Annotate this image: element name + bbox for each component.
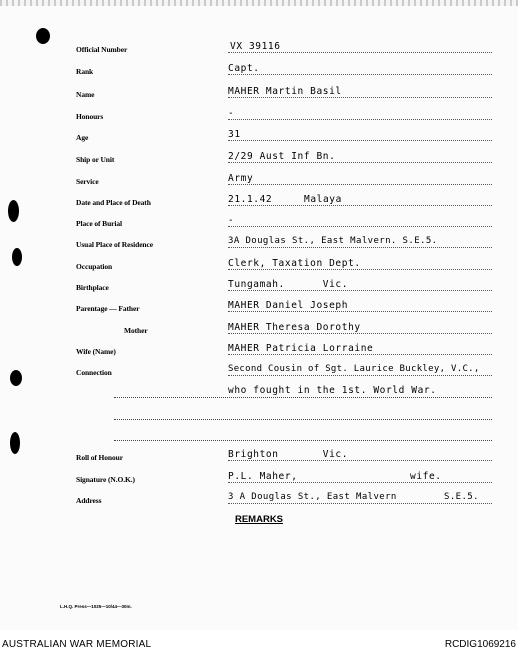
field-age: [76, 128, 492, 142]
record-id: RCDIG1069216: [444, 639, 516, 650]
field-value: MAHER Theresa Dorothy: [228, 322, 492, 334]
field-value: Brighton Vic.: [228, 449, 492, 461]
remarks-heading: REMARKS: [234, 514, 284, 525]
field-value: Army: [228, 173, 492, 185]
field-value: MAHER Patricia Lorraine: [228, 343, 492, 355]
field-label: Name: [76, 90, 95, 99]
field-official-number: [76, 40, 492, 54]
field-label: Occupation: [76, 262, 113, 271]
punch-hole-3: [10, 370, 22, 386]
field-name: [76, 85, 492, 99]
field-label: Service: [76, 177, 99, 186]
field-usual-residence: [76, 235, 492, 249]
field-value: 3A Douglas St., East Malvern. S.E.5.: [228, 236, 492, 248]
field-value-2: S.E.5.: [444, 492, 479, 502]
field-label: Ship or Unit: [76, 155, 115, 164]
field-service: [76, 172, 492, 186]
field-value: MAHER Daniel Joseph: [228, 300, 492, 312]
connection-line-text: who fought in the 1st. World War.: [228, 385, 437, 396]
field-value: P.L. Maher, wife.: [228, 471, 492, 483]
scan-edge: [0, 0, 518, 6]
field-label: Roll of Honour: [76, 453, 123, 462]
field-label: Official Number: [76, 45, 128, 54]
field-honours: [76, 107, 492, 121]
field-label: Signature (N.O.K.): [76, 475, 135, 484]
field-label: Honours: [76, 112, 104, 121]
punch-hole-4: [10, 432, 20, 454]
field-label: Place of Burial: [76, 219, 122, 228]
institution-name: AUSTRALIAN WAR MEMORIAL: [2, 639, 152, 650]
field-label: Usual Place of Residence: [76, 240, 153, 249]
field-signature: [76, 470, 492, 484]
punch-hole-2: [12, 248, 22, 266]
connection-line: [114, 407, 492, 420]
field-label: Connection: [76, 368, 112, 377]
field-mother: [76, 321, 492, 335]
archive-footer: [0, 636, 518, 653]
connection-line: [114, 385, 492, 398]
field-occupation: [76, 257, 492, 271]
field-value: MAHER Martin Basil: [228, 86, 492, 98]
field-roll-of-honour: [76, 448, 492, 462]
field-label: Wife (Name): [76, 347, 116, 356]
connection-line: [114, 428, 492, 441]
field-rank: [76, 62, 492, 76]
punch-hole-1: [8, 200, 19, 222]
field-value: 2/29 Aust Inf Bn.: [228, 151, 492, 163]
field-value-2: Malaya: [304, 194, 342, 205]
field-value-2: wife.: [410, 471, 442, 482]
field-place-of-burial: [76, 214, 492, 228]
punch-hole-top: [36, 28, 50, 44]
field-label: Rank: [76, 67, 94, 76]
field-connection: [76, 363, 492, 377]
field-father: [76, 299, 492, 313]
field-value: VX 39116: [228, 41, 492, 53]
field-label: Birthplace: [76, 283, 109, 292]
field-wife: [76, 342, 492, 356]
field-label: Address: [76, 496, 102, 505]
field-label: Age: [76, 133, 89, 142]
field-value: 3 A Douglas St., East Malvern S.E.5.: [228, 492, 492, 504]
field-value: Second Cousin of Sgt. Laurice Buckley, V.C.,: [228, 364, 492, 376]
field-value: Capt.: [228, 63, 492, 75]
field-address: [76, 491, 492, 505]
field-value: Tungamah. Vic.: [228, 279, 492, 291]
field-value: -: [228, 215, 492, 227]
field-value: 31: [228, 129, 492, 141]
field-value: Clerk, Taxation Dept.: [228, 258, 492, 270]
field-birthplace: [76, 278, 492, 292]
field-ship-or-unit: [76, 150, 492, 164]
field-label: Date and Place of Death: [76, 198, 151, 207]
field-value: -: [228, 108, 492, 120]
field-label: Parentage — Father: [76, 304, 140, 313]
field-date-place-of-death: [76, 193, 492, 207]
field-value: 21.1.42 Malaya: [228, 194, 492, 206]
field-label: Mother: [124, 326, 148, 335]
print-code: L.H.Q. Press—1025—10/44—30m.: [60, 604, 132, 609]
